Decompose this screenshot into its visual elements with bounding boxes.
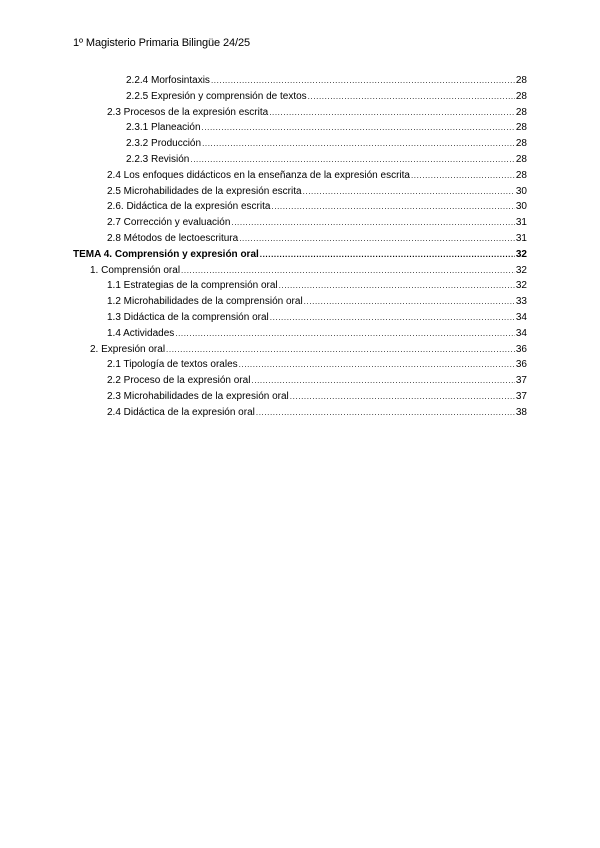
toc-entry-title: 2.3 Microhabilidades de la expresión oral (107, 390, 289, 402)
toc-entry[interactable] (73, 75, 527, 91)
toc-leader-dots (166, 345, 515, 354)
toc-leader-dots (202, 139, 515, 148)
toc-entry[interactable] (73, 170, 527, 186)
toc-entry[interactable] (73, 407, 527, 423)
toc-entry[interactable] (73, 91, 527, 107)
toc-entry-title: 2.2 Proceso de la expresión oral (107, 375, 251, 387)
toc-entry-title: 2.4 Los enfoques didácticos en la enseñanza de la expresión escrita (107, 169, 410, 181)
toc-entry-page: 33 (515, 296, 527, 308)
toc-entry[interactable] (73, 107, 527, 123)
toc-entry-title: 2.6. Didáctica de la expresión escrita (107, 201, 271, 213)
toc-entry-page: 28 (515, 122, 527, 134)
toc-entry-title: 2.3.2 Producción (126, 138, 202, 150)
toc-entry-title: 2.2.4 Morfosintaxis (126, 75, 210, 86)
toc-entry-title: 2.2.5 Expresión y comprensión de textos (126, 90, 307, 102)
toc-leader-dots (304, 297, 515, 306)
toc-entry[interactable] (73, 359, 527, 375)
toc-entry-title: TEMA 4. Comprensión y expresión oral (73, 248, 259, 260)
toc-entry[interactable] (73, 233, 527, 249)
toc-entry-page: 28 (515, 75, 527, 86)
toc-entry-title: 1.2 Microhabilidades de la comprensión oral (107, 296, 303, 308)
toc-entry-page: 28 (515, 169, 527, 181)
toc-entry-page: 31 (515, 232, 527, 244)
toc-entry-title: 1.3 Didáctica de la comprensión oral (107, 311, 269, 323)
toc-leader-dots (256, 408, 515, 417)
toc-entry-page: 38 (515, 406, 527, 418)
toc-leader-dots (231, 218, 514, 227)
toc-entry[interactable] (73, 154, 527, 170)
toc-leader-dots (202, 123, 515, 132)
toc-entry-title: 2.4 Didáctica de la expresión oral (107, 406, 255, 418)
toc-leader-dots (271, 202, 514, 211)
toc-entry-title: 2. Expresión oral (90, 343, 166, 355)
toc-entry[interactable] (73, 296, 527, 312)
toc-entry-title: 2.1 Tipología de textos orales (107, 359, 238, 371)
toc-entry[interactable] (73, 280, 527, 296)
toc-entry-title: 2.2.3 Revisión (126, 153, 190, 165)
toc-entry-title: 2.8 Métodos de lectoescritura (107, 232, 239, 244)
toc-entry[interactable] (73, 312, 527, 328)
toc-entry-title: 2.5 Microhabilidades de la expresión escrita (107, 185, 302, 197)
toc-entry[interactable] (73, 186, 527, 202)
toc-leader-dots (270, 313, 515, 322)
toc-entry-page: 36 (515, 359, 527, 371)
toc-entry-title: 2.7 Corrección y evaluación (107, 217, 231, 229)
toc-entry-title: 2.3.1 Planeación (126, 122, 201, 134)
toc-leader-dots (279, 281, 515, 290)
toc-entry[interactable] (73, 249, 527, 265)
page-header: 1º Magisterio Primaria Bilingüe 24/25 (73, 37, 251, 49)
toc-leader-dots (260, 250, 515, 259)
toc-entry[interactable] (73, 122, 527, 138)
toc-leader-dots (190, 155, 515, 164)
toc-entry[interactable] (73, 217, 527, 233)
toc-entry-title: 1. Comprensión oral (90, 264, 181, 276)
toc-entry-page: 28 (515, 138, 527, 150)
toc-entry-page: 37 (515, 390, 527, 402)
toc-entry[interactable] (73, 328, 527, 344)
toc-entry-title: 2.3 Procesos de la expresión escrita (107, 106, 269, 118)
toc-entry[interactable] (73, 138, 527, 154)
toc-entry-title: 1.4 Actividades (107, 327, 175, 339)
toc-entry-page: 31 (515, 217, 527, 229)
toc-entry[interactable] (73, 344, 527, 360)
toc-entry-page: 30 (515, 201, 527, 213)
toc-entry-page: 37 (515, 375, 527, 387)
toc-entry[interactable] (73, 201, 527, 217)
toc-entry-page: 36 (515, 343, 527, 355)
toc-entry-page: 28 (515, 153, 527, 165)
toc-leader-dots (239, 234, 515, 243)
toc-leader-dots (269, 108, 515, 117)
toc-entry-page: 28 (515, 90, 527, 102)
toc-entry-page: 34 (515, 327, 527, 339)
toc-entry-page: 32 (515, 280, 527, 292)
toc-entry-page: 30 (515, 185, 527, 197)
toc-leader-dots (411, 171, 515, 180)
toc-leader-dots (290, 392, 515, 401)
table-of-contents (73, 75, 527, 423)
toc-leader-dots (181, 266, 515, 275)
toc-entry-title: 1.1 Estrategias de la comprensión oral (107, 280, 278, 292)
toc-entry-page: 32 (515, 248, 527, 260)
toc-entry-page: 28 (515, 106, 527, 118)
toc-leader-dots (303, 187, 515, 196)
toc-entry[interactable] (73, 391, 527, 407)
toc-leader-dots (308, 92, 515, 101)
toc-entry-page: 32 (515, 264, 527, 276)
toc-entry-page: 34 (515, 311, 527, 323)
toc-entry[interactable] (73, 375, 527, 391)
toc-leader-dots (211, 76, 515, 85)
toc-leader-dots (251, 376, 514, 385)
toc-leader-dots (239, 360, 515, 369)
toc-entry[interactable] (73, 265, 527, 281)
toc-leader-dots (175, 329, 515, 338)
